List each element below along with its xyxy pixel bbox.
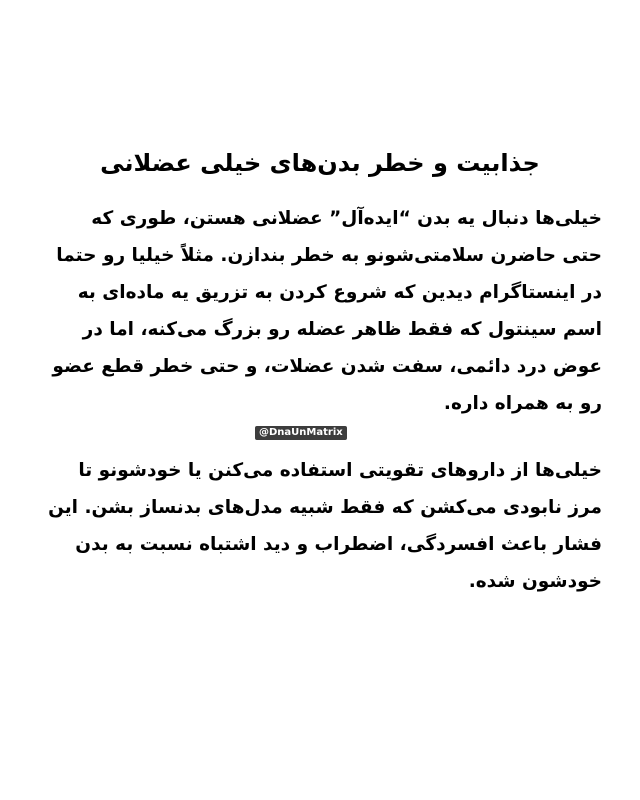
paragraph-1-line-1: خیلی‌ها دنبال یه بدن “ایده‌آل” عضلانی هستن، طوری که <box>91 208 602 229</box>
paragraph-1 <box>52 200 602 422</box>
watermark-handle: @DnaUnMatrix <box>255 426 347 440</box>
paragraph-2-line-4: خودشون شده. <box>468 571 602 592</box>
paragraph-2-line-2: مرز نابودی می‌کشن که فقط شبیه مدل‌های بدنساز بشن. این <box>48 497 602 518</box>
paragraph-2-line-1: خیلی‌ها از داروهای تقویتی استفاده می‌کنن یا خودشونو تا <box>78 460 602 481</box>
paragraph-1-line-4: اسم سینتول که فقط ظاهر عضله رو بزرگ می‌کنه، اما در <box>82 319 602 340</box>
paragraph-1-line-5: عوض درد دائمی، سفت شدن عضلات، و حتی خطر قطع عضو <box>52 356 602 377</box>
paragraph-1-line-6: رو به همراه داره. <box>443 393 602 414</box>
paragraph-1-line-3: در اینستاگرام دیدین که شروع کردن به تزریق یه ماده‌ای به <box>77 282 602 303</box>
post-title: جذابیت و خطر بدن‌های خیلی عضلانی <box>100 149 540 177</box>
paragraph-2-line-3: فشار باعث افسردگی، اضطراب و دید اشتباه نسبت به بدن <box>75 534 602 555</box>
paragraph-2 <box>48 452 602 600</box>
paragraph-1-line-2: حتی حاضرن سلامتی‌شونو به خطر بندازن. مثلاً خیلیا رو حتما <box>56 245 602 266</box>
